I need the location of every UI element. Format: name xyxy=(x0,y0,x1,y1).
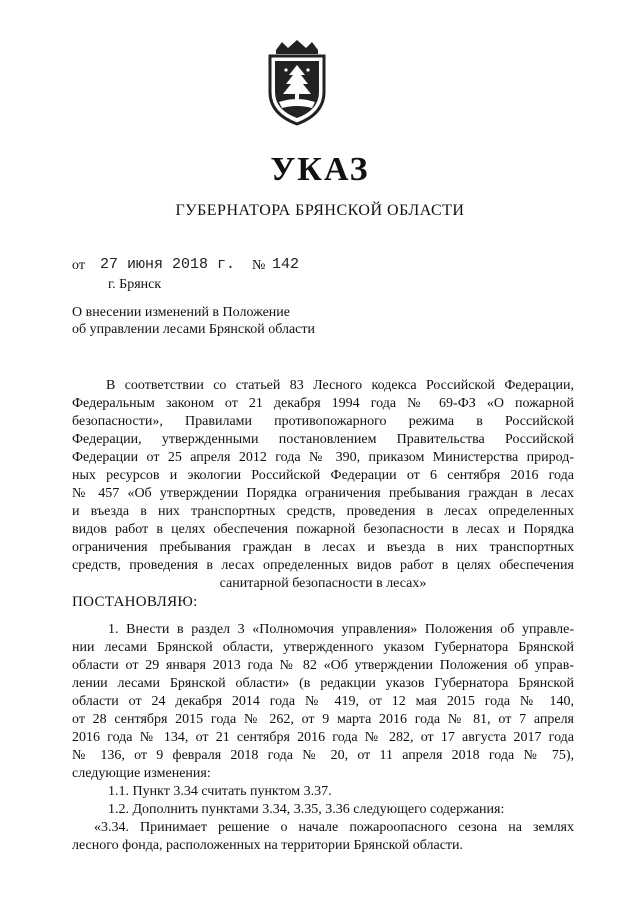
text-line: и въезда в них транспортных средств, проведения в лесах определенных xyxy=(72,504,574,519)
text-line: следующие изменения: xyxy=(72,766,211,781)
document-date: 27 июня 2018 г. xyxy=(100,256,236,273)
document-city: г. Брянск xyxy=(108,277,162,292)
text-line: Федеральным законом от 21 декабря 1994 года № 69-ФЗ «О пожарной xyxy=(72,396,574,411)
preamble xyxy=(72,377,574,611)
text-line: лении лесами Брянской области» (в редакции указов Губернатора Брянской xyxy=(72,676,574,691)
item-1 xyxy=(72,621,574,855)
document-subject xyxy=(72,304,392,338)
subitem-1-2: 1.2. Дополнить пунктами 3.34, 3.35, 3.36 следующего содержания: xyxy=(108,802,505,817)
number-label: № xyxy=(252,258,266,273)
from-label: от xyxy=(72,258,85,273)
subject-line: об управлении лесами Брянской области xyxy=(72,322,315,337)
decree-word: ПОСТАНОВЛЯЮ: xyxy=(72,594,198,610)
text-line: Федерации, утвержденными постановлением Правительства Российской xyxy=(72,432,574,447)
text-line: санитарной безопасности в лесах» xyxy=(219,576,427,591)
text-line: области от 24 декабря 2014 года № 419, от 12 мая 2015 года № 140, xyxy=(72,694,574,709)
text-line: 2016 года № 134, от 21 сентября 2016 года № 282, от 17 августа 2017 года xyxy=(72,730,574,745)
text-line: области от 29 января 2013 года № 82 «Об утверждении Положения об управ- xyxy=(72,658,574,673)
text-line: от 28 сентября 2015 года № 262, от 9 марта 2016 года № 81, от 7 апреля xyxy=(72,712,574,727)
text-line: нии лесами Брянской области, утвержденного указом Губернатора Брянской xyxy=(72,640,574,655)
quote-line: лесного фонда, расположенных на территории Брянской области. xyxy=(72,838,464,853)
coat-of-arms-emblem xyxy=(262,40,332,126)
text-line: В соответствии со статьей 83 Лесного кодекса Российской Федерации, xyxy=(106,378,574,393)
text-line: № 136, от 9 февраля 2018 года № 20, от 11 апреля 2018 года № 75), xyxy=(72,748,574,763)
document-title: УКАЗ xyxy=(270,151,370,188)
document-subtitle: ГУБЕРНАТОРА БРЯНСКОЙ ОБЛАСТИ xyxy=(175,202,465,219)
text-line: 1. Внести в раздел 3 «Полномочия управления» Положения об управле- xyxy=(108,622,574,637)
text-line: ограничения пребывания граждан в лесах и въезда в них транспортных xyxy=(72,540,574,555)
text-line: ных ресурсов и экологии Российской Федерации от 6 сентября 2016 года xyxy=(72,468,574,483)
quote-line: «3.34. Принимает решение о начале пожароопасного сезона на землях xyxy=(94,820,574,835)
document-number: 142 xyxy=(272,256,300,273)
text-line: видов работ в целях обеспечения пожарной безопасности в лесах и Порядка xyxy=(72,522,574,537)
subject-line: О внесении изменений в Положение xyxy=(72,305,291,320)
text-line: безопасности», Правилами противопожарного режима в Российской xyxy=(72,414,574,429)
subitem-1-1: 1.1. Пункт 3.34 считать пунктом 3.37. xyxy=(108,784,332,799)
text-line: средств, проведения в лесах определенных видов работ в целях обеспечения xyxy=(72,558,574,573)
text-line: № 457 «Об утверждении Порядка ограничения пребывания граждан в лесах xyxy=(72,486,574,501)
text-line: Федерации от 25 апреля 2012 года № 390, приказом Министерства природ- xyxy=(72,450,574,465)
